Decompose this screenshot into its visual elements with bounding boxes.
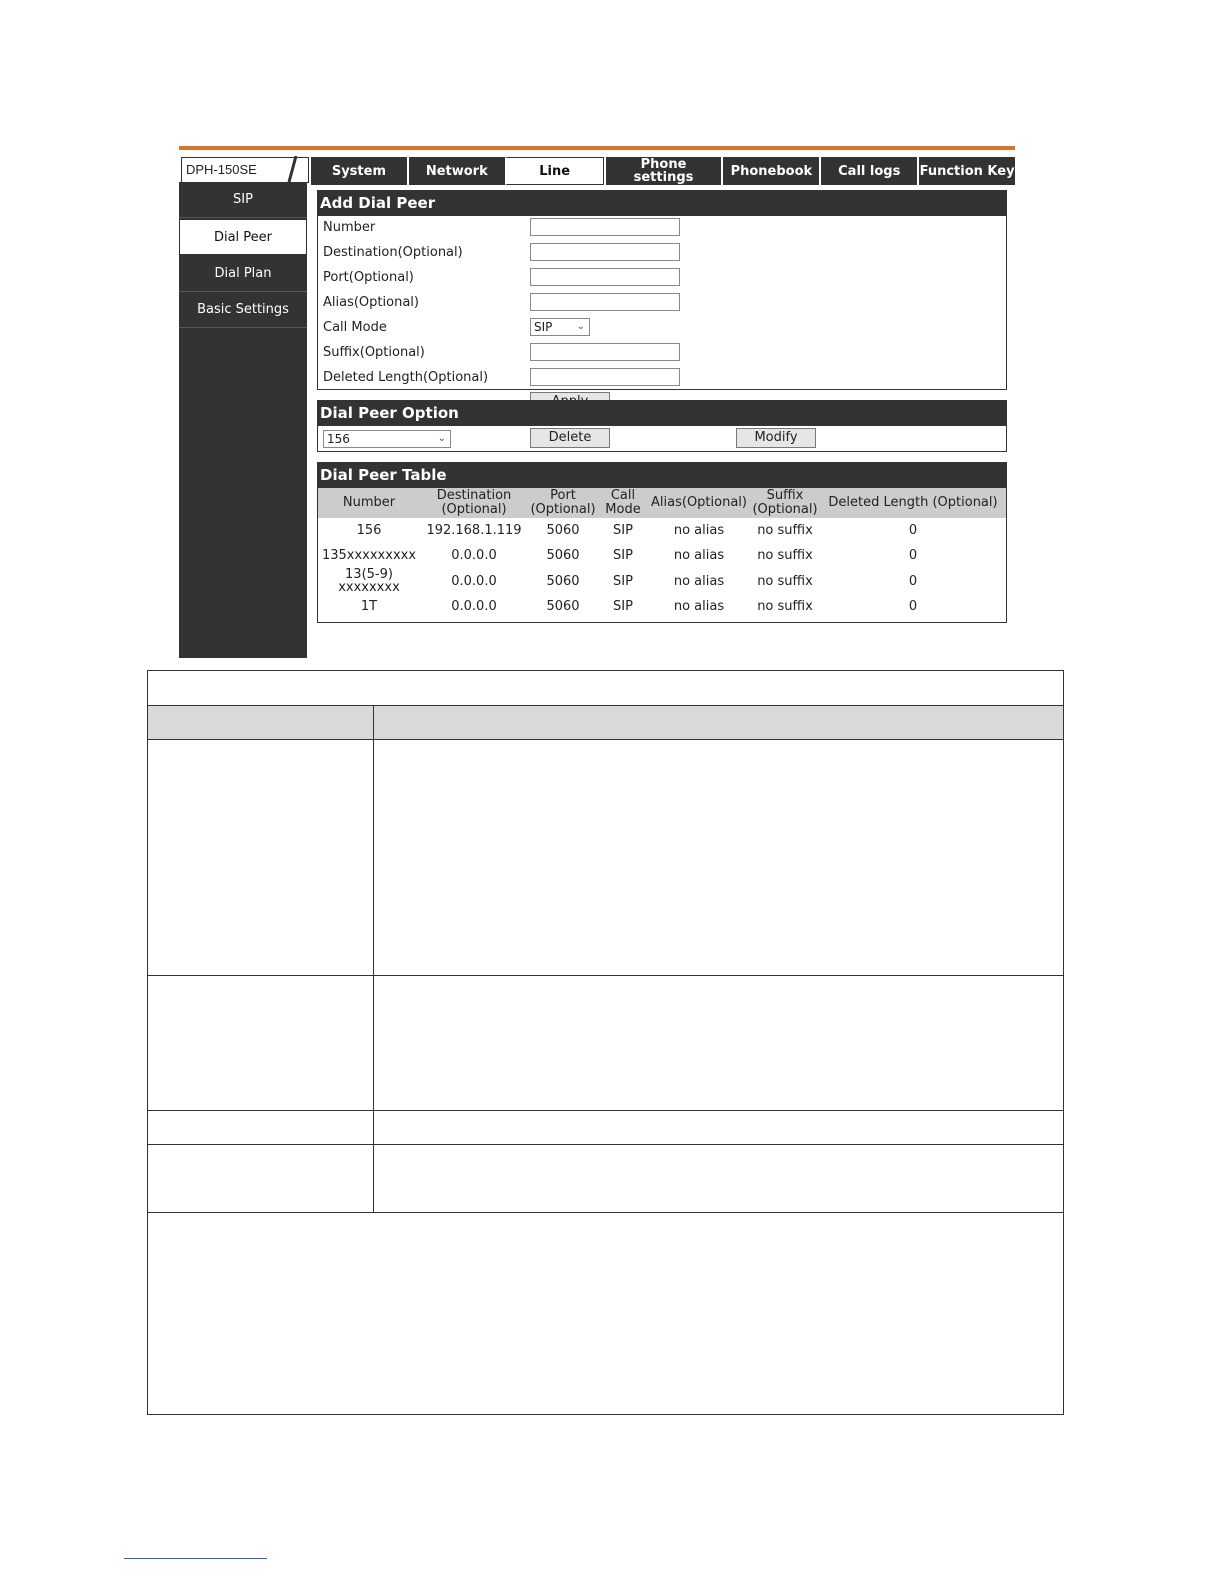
column-header: Number (318, 488, 420, 518)
table-cell: no alias (673, 523, 725, 538)
destination-label: Destination(Optional) (323, 245, 463, 260)
form-row (318, 266, 1006, 291)
table-cell: no alias (673, 599, 725, 614)
sidebar-item-dial-plan[interactable]: Dial Plan (179, 256, 307, 292)
table-cell: 0 (908, 599, 918, 614)
suffix-label: Suffix(Optional) (323, 345, 425, 360)
number-label: Number (323, 220, 376, 235)
description-table (147, 670, 1064, 1415)
form-row (318, 291, 1006, 316)
tab-system[interactable]: System (309, 157, 407, 185)
table-cell: 5060 (546, 548, 580, 563)
dial-peer-select[interactable] (323, 430, 451, 448)
dial-peer-selected: 156 (327, 432, 350, 446)
table-cell: no alias (673, 548, 725, 563)
table-row (318, 543, 1006, 568)
table-row (148, 1145, 1063, 1213)
tab-call-logs[interactable]: Call logs (819, 157, 917, 185)
column-header: Suffix (Optional) (750, 488, 820, 518)
column-header: Call Mode (598, 488, 648, 518)
footnote-rule (124, 1558, 267, 1559)
call-mode-label: Call Mode (323, 320, 387, 335)
panel-title: Dial Peer Option (318, 401, 1006, 426)
panel-title: Dial Peer Table (318, 463, 1006, 488)
tab-phone-settings[interactable]: Phone settings (604, 157, 722, 185)
modify-button[interactable]: Modify (736, 428, 816, 448)
column-header: Deleted Length (Optional) (820, 488, 1006, 518)
table-cell: 0 (908, 573, 918, 589)
device-model: DPH-150SE (186, 162, 257, 177)
table-cell: 13(5-9) xxxxxxxx (338, 567, 400, 595)
table-cell: no alias (673, 573, 725, 589)
alias-field[interactable] (530, 293, 680, 311)
column-divider (373, 706, 374, 1213)
add-dial-peer-panel (317, 190, 1007, 390)
top-bar (179, 150, 1015, 185)
table-cell: 0 (908, 523, 918, 538)
table-cell: SIP (613, 573, 633, 589)
table-cell: no suffix (757, 573, 813, 589)
table-cell: SIP (613, 599, 633, 614)
suffix-field[interactable] (530, 343, 680, 361)
dial-peer-table-panel (317, 462, 1007, 623)
table-cell: 5060 (546, 599, 580, 614)
table-header-row (318, 488, 1006, 518)
table-cell: no suffix (757, 523, 813, 538)
panel-title: Add Dial Peer (318, 191, 1006, 216)
deleted-length-field[interactable] (530, 368, 680, 386)
table-row (318, 594, 1006, 619)
table-header-row (148, 706, 1063, 740)
column-header: Destination (Optional) (420, 488, 528, 518)
form-row (318, 316, 1006, 341)
table-cell: 0.0.0.0 (451, 599, 497, 614)
chevron-down-icon: ⌄ (576, 321, 585, 332)
table-title-row (148, 671, 1063, 706)
table-row (318, 518, 1006, 543)
table-cell: SIP (613, 523, 633, 538)
table-cell: no suffix (757, 599, 813, 614)
tab-function-key[interactable]: Function Key (917, 157, 1015, 185)
dial-peer-table (318, 488, 1006, 619)
table-row (148, 1111, 1063, 1145)
chevron-down-icon: ⌄ (437, 433, 446, 444)
tab-network[interactable]: Network (407, 157, 505, 185)
table-cell: 156 (356, 523, 382, 538)
table-cell: 0.0.0.0 (451, 573, 497, 589)
table-row (148, 740, 1063, 976)
table-row (318, 568, 1006, 594)
dial-peer-option-panel (317, 400, 1007, 452)
number-field[interactable] (530, 218, 680, 236)
call-mode-value: SIP (534, 320, 553, 334)
sidebar-item-dial-peer[interactable]: Dial Peer (179, 219, 307, 255)
deleted-length-label: Deleted Length(Optional) (323, 370, 489, 385)
table-cell: SIP (613, 548, 633, 563)
table-cell: 5060 (546, 573, 580, 589)
port-label: Port(Optional) (323, 270, 414, 285)
table-cell: 5060 (546, 523, 580, 538)
form-row (318, 241, 1006, 266)
tab-phonebook[interactable]: Phonebook (721, 157, 819, 185)
form-row (318, 366, 1006, 391)
dial-peer-screenshot (179, 146, 1015, 658)
table-cell: 0 (908, 548, 918, 563)
table-row (148, 976, 1063, 1111)
port-field[interactable] (530, 268, 680, 286)
sidebar (179, 182, 307, 658)
main-nav (309, 157, 1015, 185)
delete-button[interactable]: Delete (530, 428, 610, 448)
column-header: Port (Optional) (528, 488, 598, 518)
sidebar-item-basic-settings[interactable]: Basic Settings (179, 292, 307, 328)
logo-slash-icon (286, 156, 300, 182)
column-header: Alias(Optional) (648, 488, 750, 518)
table-cell: 135xxxxxxxxx (321, 548, 417, 563)
device-logo (181, 157, 309, 183)
table-cell: 1T (360, 599, 378, 614)
main-content (317, 182, 1007, 623)
table-cell: 192.168.1.119 (426, 523, 522, 538)
sidebar-item-sip[interactable]: SIP (179, 182, 307, 218)
destination-field[interactable] (530, 243, 680, 261)
table-cell: no suffix (757, 548, 813, 563)
table-cell: 0.0.0.0 (451, 548, 497, 563)
call-mode-select[interactable] (530, 318, 590, 336)
tab-line[interactable]: Line (505, 157, 604, 185)
alias-label: Alias(Optional) (323, 295, 419, 310)
form-row (318, 341, 1006, 366)
form-row (318, 216, 1006, 241)
